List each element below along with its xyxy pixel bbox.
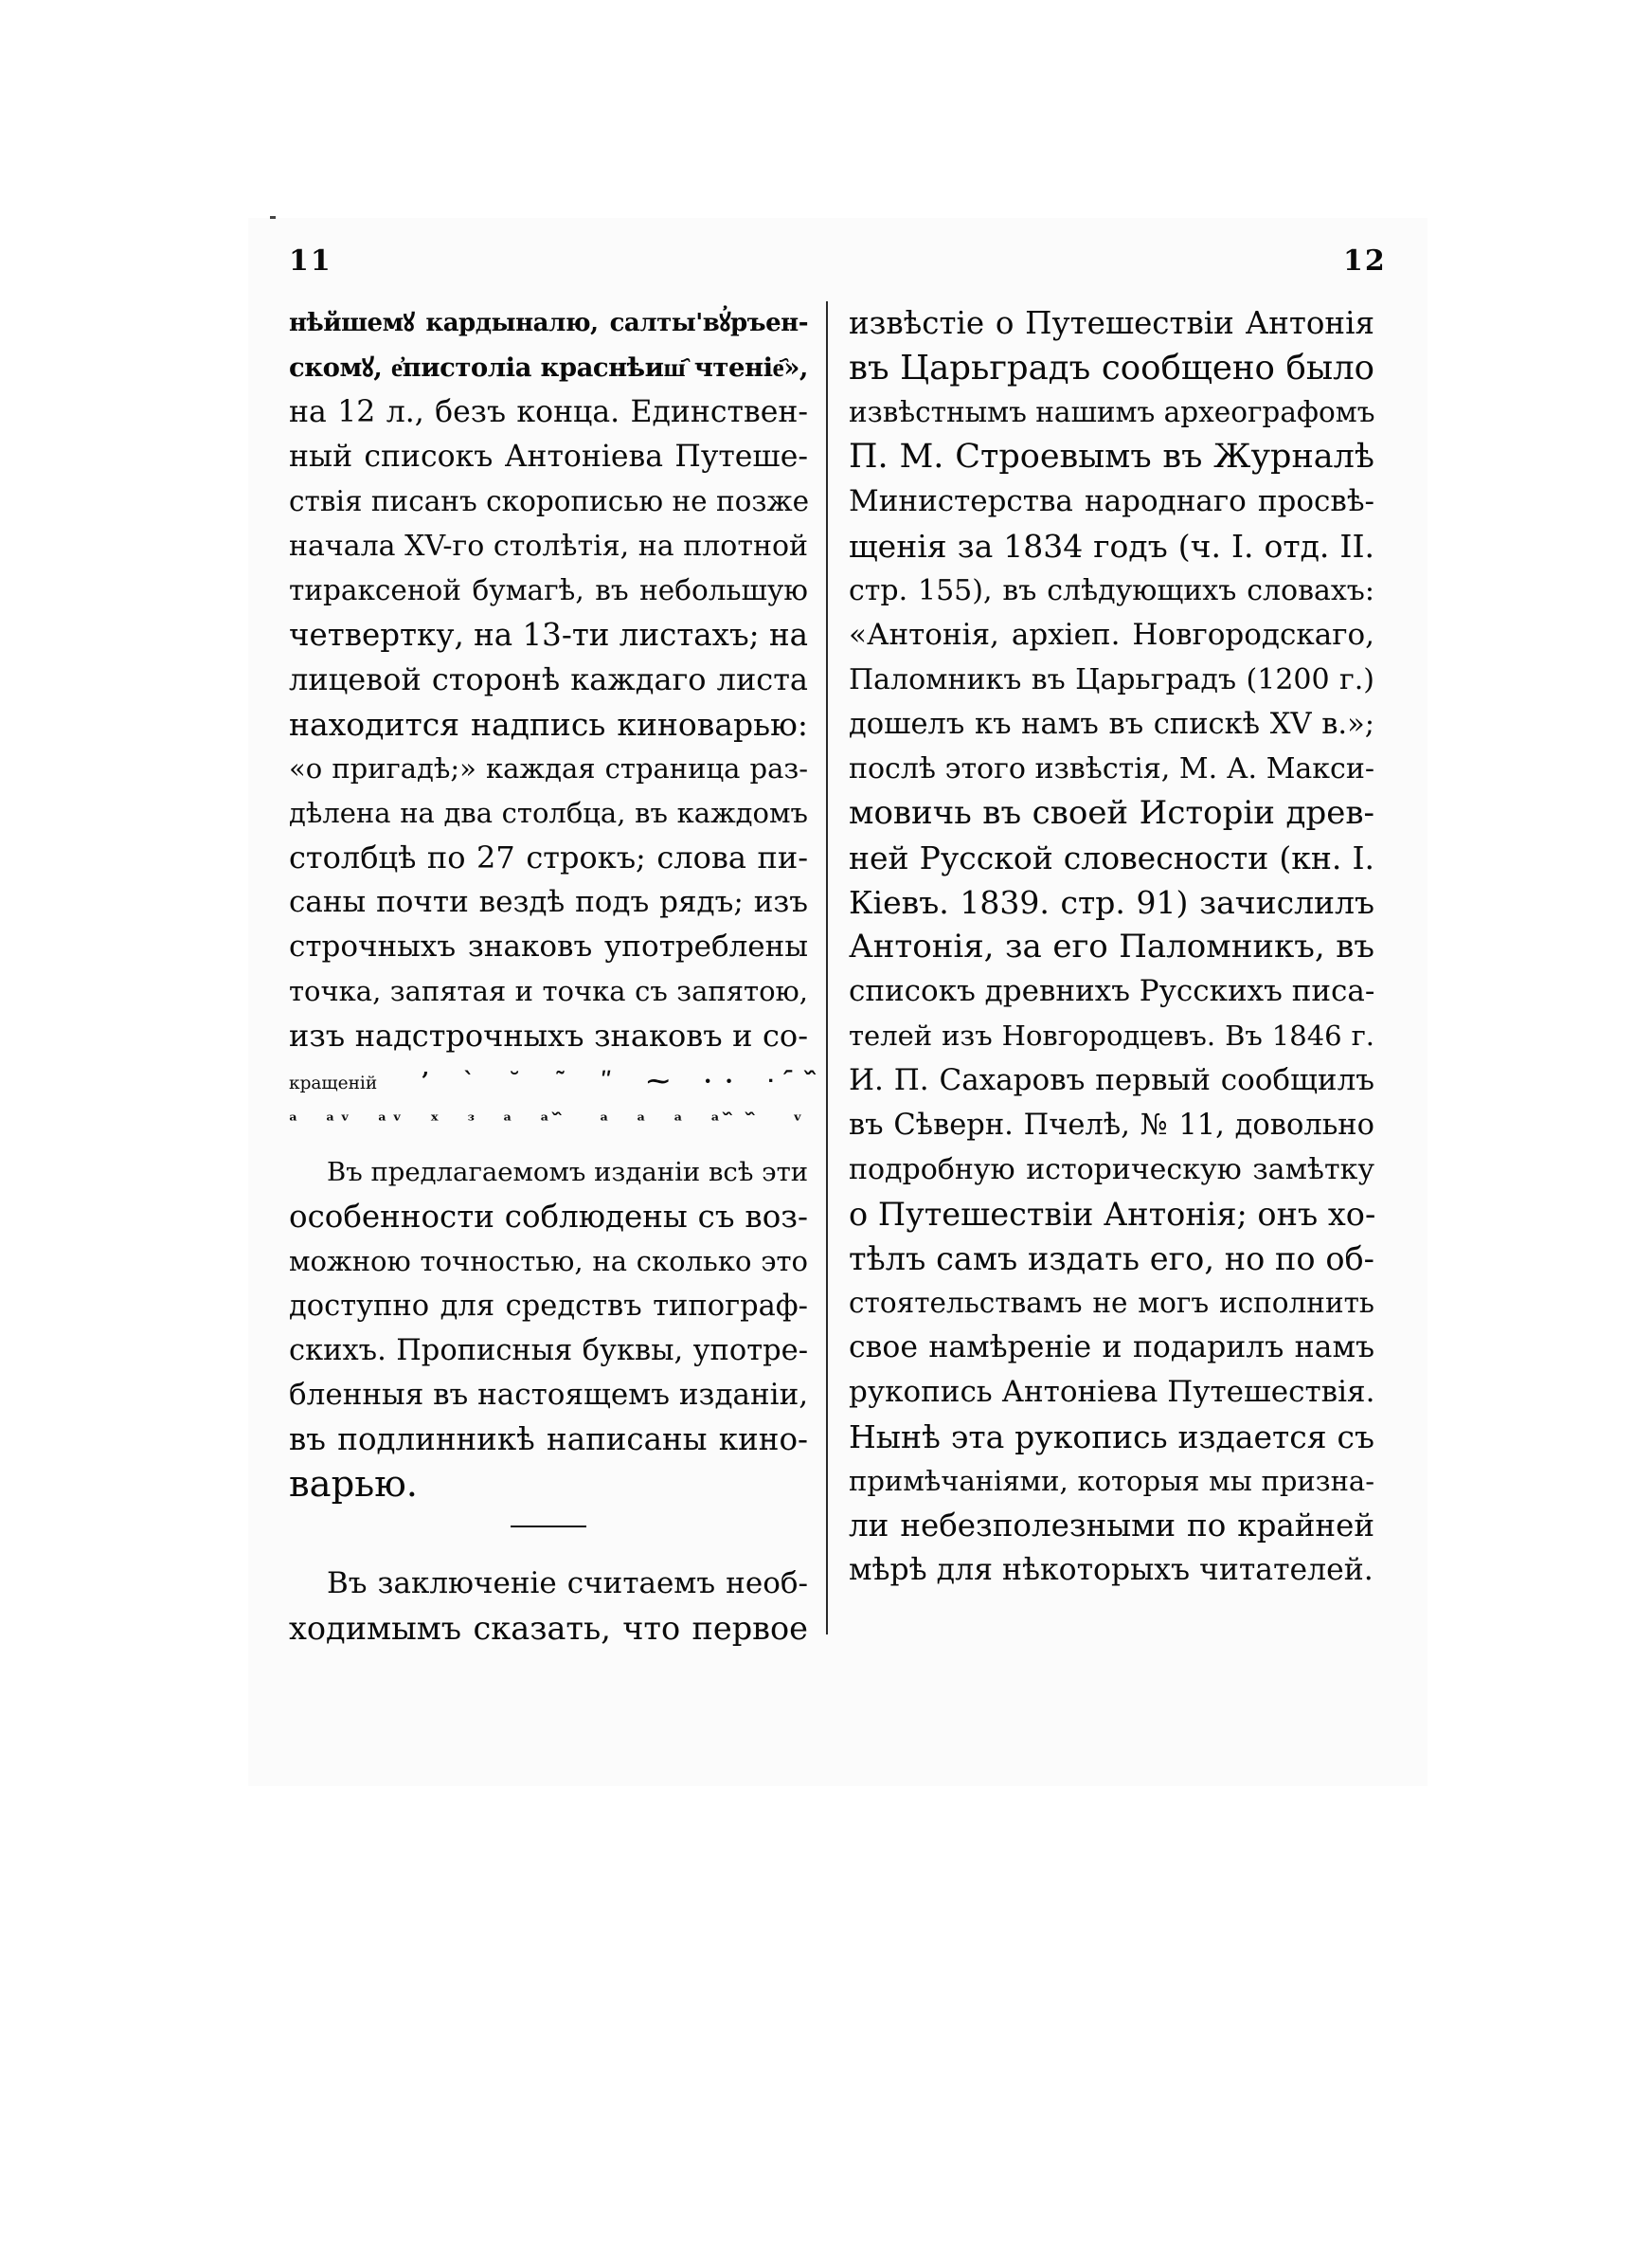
text-line: Паломникъ въ Царьградъ (1200 г.) [849,663,1374,696]
text-line: дѣлена на два столбца, въ каждомъ [289,797,808,829]
superscript-signs-row: ʼ ˋ ˘ ˜ ʺ ⁓ ·· ᐧ ᷇ ᷈ [421,1067,829,1094]
text-line: «о пригадѣ;» каждая страница раз- [289,752,808,785]
text-line: скихъ. Прописныя буквы, употре- [289,1334,808,1367]
text-line: находится надпись киноварью: [289,706,808,743]
text-line: начала XV-го столѣтія, на плотной [289,530,808,563]
text-line: въ Сѣверн. Пчелѣ, № 11, довольно [849,1109,1374,1142]
right-column [849,301,1374,1593]
text-line: примѣчаніями, которыя мы призна- [849,1465,1374,1497]
text-line: рукопись Антоніева Путешествія. [849,1375,1375,1409]
text-line: дошелъ къ намъ въ спискѣ XV в.»; [849,708,1374,741]
text-line: изъ надстрочныхъ знаковъ и со- [289,1018,808,1054]
text-line: можною точностью, на сколько это [289,1245,808,1277]
text-line: щенія за 1834 годъ (ч. I. отд. II. [849,528,1374,565]
church-slavonic-line: скомꙋ, е҆пистоліа краснѣиш҄ чтеніе҄», [289,352,808,383]
text-line: бленныя въ настоящемъ изданіи, [289,1378,809,1412]
text-line: особенности соблюдены съ воз- [289,1199,808,1235]
left-column [289,301,829,1651]
text-line: мѣрѣ для нѣкоторыхъ читателей. [849,1553,1374,1587]
scan-mark [270,216,276,219]
text-line: кращеній [289,1074,378,1093]
text-line: извѣстнымъ нашимъ археографомъ [849,396,1375,428]
column-divider [826,301,828,1634]
text-line: извѣстіе о Путешествіи Антонія [849,305,1374,341]
text-line: ли небезполезными по крайней [849,1508,1374,1544]
text-line: четвертку, на 13-ти листахъ; на [289,617,808,653]
text-line: на 12 л., безъ конца. Единствен- [289,395,808,429]
text-line: въ подлинникѣ написаны кино- [289,1421,808,1457]
text-line: варью. [289,1463,418,1506]
text-line: ный списокъ Антоніева Путеше- [289,440,808,474]
text-line: саны почти вездѣ подъ рядъ; изъ [289,885,808,919]
text-line: списокъ древнихъ Русскихъ писа- [849,974,1375,1008]
page-number-right: 12 [1343,244,1387,278]
text-line: стоятельствамъ не могъ исполнить [849,1287,1374,1319]
text-line: мовичь въ своей Исторіи древ- [849,794,1374,832]
text-line: П. М. Строевымъ въ Журналѣ [849,438,1374,476]
text-line: о Путешествіи Антонія; онъ хо- [849,1196,1376,1233]
text-line: Антонія, за его Паломникъ, въ [849,928,1374,966]
text-line: доступно для средствъ типограф- [289,1290,808,1323]
page-number-left: 11 [289,244,332,278]
text-line: строчныхъ знаковъ употреблены [289,930,808,964]
text-line: Въ заключеніе считаемъ необ- [327,1566,808,1600]
text-line: послѣ этого извѣстія, М. А. Макси- [849,752,1374,785]
text-line: телей изъ Новгородцевъ. Въ 1846 г. [849,1020,1374,1052]
text-line: Министерства народнаго просвѣ- [849,484,1374,518]
superscript-signs-row: ᵃ ᵃᵛ ᵃᵛ ˣ ᵌ ᵃ ᵃ ᷈ ᵃ ᵃ ᵃ ᵃ ᷈ ᷈ ᵛ [289,1109,808,1131]
text-line: лицевой сторонѣ каждаго листа [289,661,808,697]
text-line: Въ предлагаемомъ изданіи всѣ эти [327,1157,809,1187]
text-line: «Антонія, архіеп. Новгородскаго, [849,618,1374,652]
text-line: тѣлъ самъ издать его, но по об- [849,1240,1374,1277]
text-line: свое намѣреніе и подарилъ намъ [849,1330,1374,1364]
text-line: Кіевъ. 1839. стр. 91) зачислилъ [849,884,1374,921]
text-line: ней Русской словесности (кн. I. [849,840,1374,876]
church-slavonic-line: нѣйшемꙋ кардыналю, салты'вꙋ҆ръен- [289,309,808,337]
text-line: стр. 155), въ слѣдующихъ словахъ: [849,574,1374,607]
text-line: тираксеной бумагѣ, въ небольшую [289,574,808,606]
text-line: въ Царьградъ сообщено было [849,349,1374,388]
text-line: подробную историческую замѣтку [849,1153,1374,1186]
text-line: ствія писанъ скорописью не позже [289,485,810,517]
text-line: столбцѣ по 27 строкъ; слова пи- [289,840,808,876]
section-divider-rule [511,1526,586,1527]
text-line: И. П. Сахаровъ первый сообщилъ [849,1063,1374,1097]
text-line: точка, запятая и точка съ запятою, [289,975,808,1007]
text-line: Нынѣ эта рукопись издается съ [849,1418,1374,1455]
text-line: ходимымъ сказать, что первое [289,1610,808,1647]
